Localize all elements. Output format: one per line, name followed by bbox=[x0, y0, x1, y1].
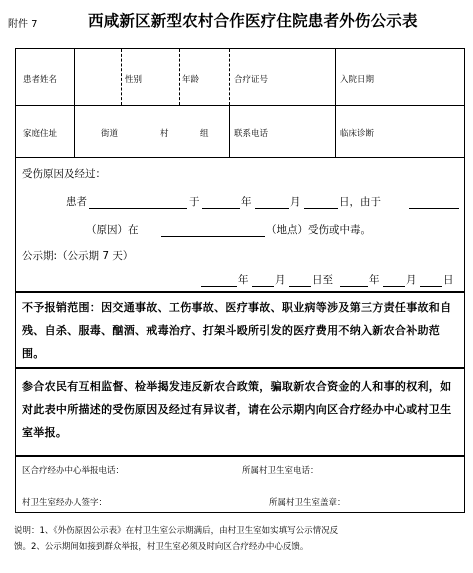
form-table bbox=[15, 48, 465, 513]
pub-end-day-word: 日 bbox=[443, 274, 454, 286]
clinic-seal-label: 所属村卫生室盖章： bbox=[269, 498, 346, 508]
cause-label: （原因）在 bbox=[86, 224, 139, 236]
clinic-phone-label: 所属村卫生室电话： bbox=[242, 466, 319, 476]
col-divider bbox=[229, 49, 230, 105]
handler-signature-label: 村卫生室经办人签字： bbox=[22, 498, 108, 508]
injury-year-blank[interactable] bbox=[202, 208, 240, 209]
col-divider bbox=[335, 105, 336, 157]
col-divider bbox=[335, 49, 336, 105]
exclusion-paragraph: 不予报销范围：因交通事故、工伤事故、医疗事故、职业病等涉及第三方责任事故和自残、自杀、服毒、酗酒、戒毒治疗、打架斗殴所引发的医疗费用不纳入新农合补助范围。 bbox=[22, 301, 452, 360]
pub-start-month-blank[interactable] bbox=[252, 286, 274, 287]
attachment-label: 附件 7 bbox=[8, 19, 38, 30]
pub-end-year-word: 年 bbox=[369, 274, 380, 286]
center-report-phone-label: 区合疗经办中心举报电话： bbox=[22, 466, 125, 476]
col-divider bbox=[179, 49, 180, 105]
pub-start-day-blank[interactable] bbox=[289, 286, 311, 287]
col-divider bbox=[74, 49, 75, 105]
injury-place-blank[interactable] bbox=[161, 236, 265, 237]
injury-day-blank[interactable] bbox=[304, 208, 338, 209]
village-label: 村 bbox=[160, 129, 169, 139]
pub-month-word: 月 bbox=[275, 274, 286, 286]
patient-name-label: 患者姓名 bbox=[23, 75, 58, 85]
gender-label: 性别 bbox=[125, 75, 143, 85]
admit-date-label: 入院日期 bbox=[340, 75, 375, 85]
notes bbox=[14, 523, 464, 555]
at-word: 于 bbox=[189, 196, 200, 208]
pub-start-year-blank[interactable] bbox=[201, 286, 237, 287]
pub-end-month-word: 月 bbox=[406, 274, 417, 286]
place-label: （地点）受伤或中毒。 bbox=[266, 224, 371, 236]
pub-end-day-blank[interactable] bbox=[420, 286, 442, 287]
col-divider bbox=[74, 105, 75, 157]
pub-end-month-blank[interactable] bbox=[383, 286, 405, 287]
month-word: 月 bbox=[290, 196, 301, 208]
pub-end-year-blank[interactable] bbox=[340, 286, 368, 287]
report-paragraph: 参合农民有互相监督、检举揭发违反新农合政策，骗取新农合资金的人和事的权利，如对此表中所描述的受伤原因及经过有异议者，请在公示期内向区合疗经办中心或村卫生室举报。 bbox=[22, 380, 452, 439]
patient-word: 患者 bbox=[66, 196, 87, 208]
col-divider bbox=[229, 105, 230, 157]
age-label: 年龄 bbox=[182, 75, 200, 85]
coop-id-label: 合疗证号 bbox=[234, 75, 269, 85]
street-label: 街道 bbox=[101, 129, 119, 139]
pub-day-to-word: 日至 bbox=[312, 274, 333, 286]
note-line-2: 馈。2、公示期间如接到群众举报，村卫生室必须及时向区合疗经办中心反馈。 bbox=[14, 542, 309, 552]
injury-cause-blank[interactable] bbox=[409, 208, 459, 209]
form-title: 西咸新区新型农村合作医疗住院患者外伤公示表 bbox=[88, 12, 418, 30]
header bbox=[0, 0, 473, 44]
publicity-heading: 公示期:（公示期 7 天） bbox=[22, 250, 134, 262]
injury-heading: 受伤原因及经过： bbox=[22, 168, 106, 180]
pub-year-word: 年 bbox=[238, 274, 249, 286]
col-divider bbox=[121, 49, 122, 105]
group-label: 组 bbox=[200, 129, 209, 139]
year-word: 年 bbox=[241, 196, 252, 208]
row-divider bbox=[16, 105, 464, 106]
injury-month-blank[interactable] bbox=[255, 208, 289, 209]
patient-name-blank[interactable] bbox=[89, 208, 187, 209]
row-divider bbox=[16, 157, 464, 158]
clinical-diagnosis-label: 临床诊断 bbox=[340, 129, 375, 139]
home-address-label: 家庭住址 bbox=[23, 129, 58, 139]
row-divider bbox=[16, 291, 464, 293]
note-line-1: 说明：1、《外伤原因公示表》在村卫生室公示期满后，由村卫生室如实填写公示情况反 bbox=[14, 526, 339, 536]
contact-phone-label: 联系电话 bbox=[234, 129, 269, 139]
row-divider bbox=[16, 455, 464, 457]
row-divider bbox=[16, 367, 464, 369]
day-due-to-word: 日，由于 bbox=[339, 196, 381, 208]
